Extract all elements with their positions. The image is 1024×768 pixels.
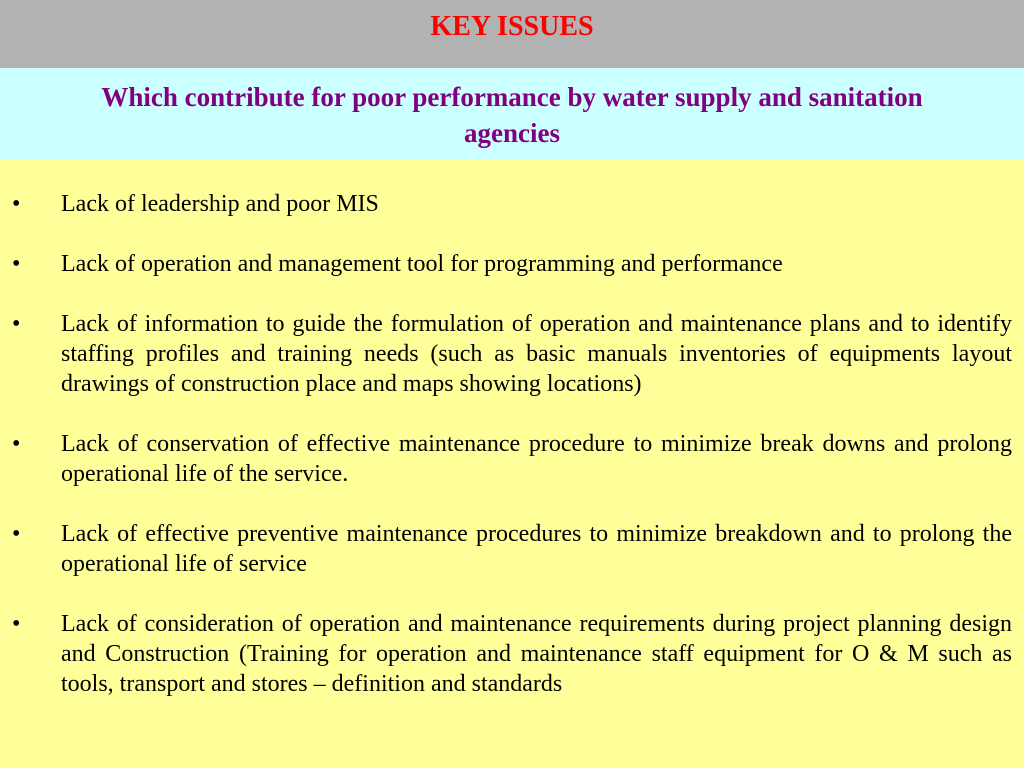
bullet-text: Lack of consideration of operation and maintenance requirements during project planning design and Construction (Training for operation and maintenance staff equipment for O & M such as tools, transport and stores – definition and standards xyxy=(61,611,1012,697)
bullet-icon: • xyxy=(12,611,21,637)
bullet-icon: • xyxy=(12,191,21,217)
bullet-item xyxy=(0,189,1024,219)
bullet-icon: • xyxy=(12,311,21,337)
slide-title: KEY ISSUES xyxy=(430,11,594,42)
bullet-icon: • xyxy=(12,251,21,277)
bullet-text: Lack of operation and management tool for programming and performance xyxy=(61,251,783,277)
bullet-item xyxy=(0,249,1024,279)
bullet-item xyxy=(0,429,1024,489)
bullet-item xyxy=(0,519,1024,579)
bullet-icon: • xyxy=(12,431,21,457)
slide-subtitle: Which contribute for poor performance by water supply and sanitation agencies xyxy=(101,82,923,148)
bullet-text: Lack of information to guide the formulation of operation and maintenance plans and to identify staffing profiles and training needs (such as basic manuals inventories of equipments layout drawings of construction place and maps showing locations) xyxy=(61,311,1012,397)
bullet-item xyxy=(0,309,1024,399)
bullet-item xyxy=(0,609,1024,699)
bullet-text: Lack of conservation of effective maintenance procedure to minimize break downs and prolong operational life of the service. xyxy=(61,431,1012,487)
bullet-text: Lack of effective preventive maintenance procedures to minimize breakdown and to prolong the operational life of service xyxy=(61,521,1012,577)
bullet-icon: • xyxy=(12,521,21,547)
bullet-list xyxy=(0,189,1024,729)
bullet-text: Lack of leadership and poor MIS xyxy=(61,191,379,217)
